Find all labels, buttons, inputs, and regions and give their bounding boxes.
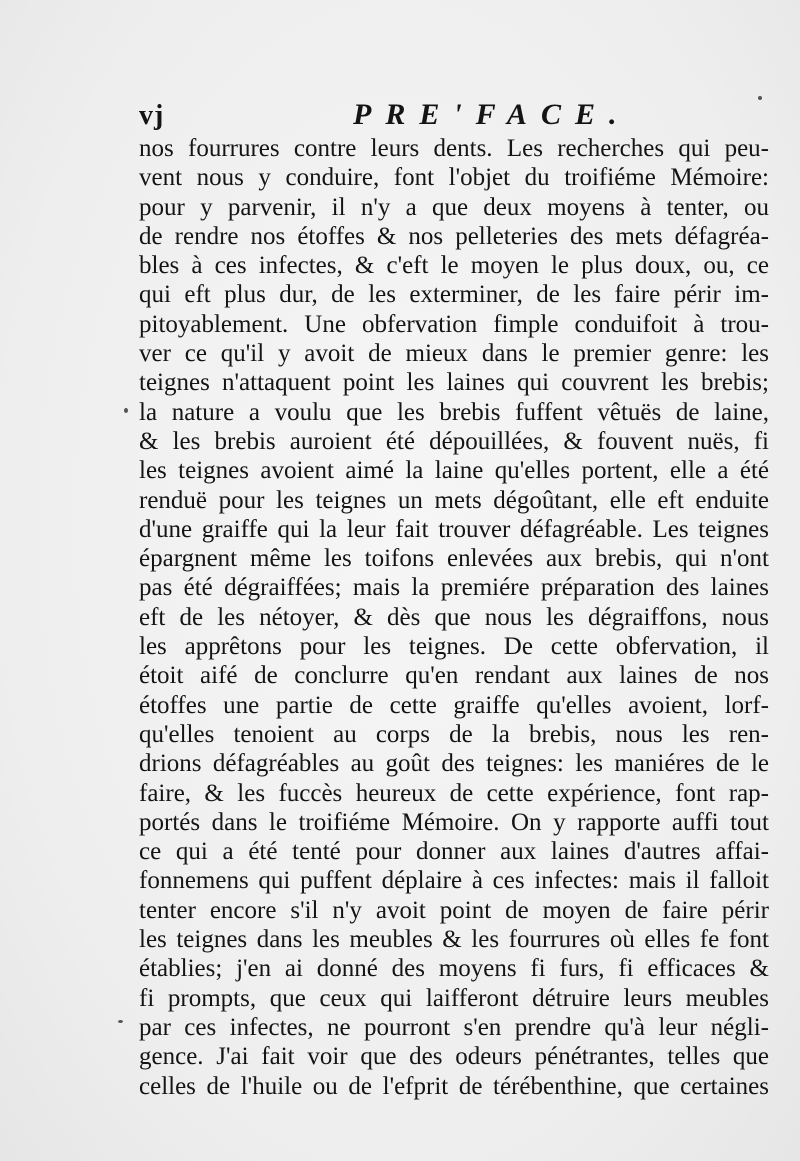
page-number: vj: [139, 100, 165, 131]
text-line: par ces infectes, ne pourront s'en prendre qu'à leur négli-: [139, 1013, 769, 1041]
text-line: étoffes une partie de cette graiffe qu'elles avoient, lorf-: [139, 691, 769, 719]
text-line: gence. J'ai fait voir que des odeurs pénétrantes, telles que: [139, 1043, 769, 1071]
body-text: [139, 134, 769, 1101]
text-line: bles à ces infectes, & c'eft le moyen le plus doux, ou, ce: [139, 252, 769, 280]
text-line: pour y parvenir, il n'y a que deux moyens à tenter, ou: [139, 193, 769, 221]
text-line: celles de l'huile ou de l'efprit de térébenthine, que certaines: [139, 1072, 769, 1100]
text-line: d'une graiffe qui la leur fait trouver défagréable. Les teignes: [139, 515, 769, 543]
text-line: teignes n'attaquent point les laines qui couvrent les brebis;: [139, 369, 769, 397]
text-line: tenter encore s'il n'y avoit point de moyen de faire périr: [139, 896, 769, 924]
text-line: les teignes avoient aimé la laine qu'elles portent, elle a été: [139, 457, 769, 485]
page-header: [139, 96, 759, 136]
ink-speck: [118, 1020, 123, 1023]
text-line: étoit aifé de conclurre qu'en rendant aux laines de nos: [139, 662, 769, 690]
text-line: fonnemens qui puffent déplaire à ces infectes: mais il falloit: [139, 867, 769, 895]
text-line: vent nous y conduire, font l'objet du troifiéme Mémoire:: [139, 164, 769, 192]
text-line: faire, & les fuccès heureux de cette expérience, font rap-: [139, 779, 769, 807]
text-line: les teignes dans les meubles & les fourrures où elles fe font: [139, 926, 769, 954]
ink-speck: [124, 408, 128, 413]
text-line: établies; j'en ai donné des moyens fi furs, fi efficaces &: [139, 955, 769, 983]
text-line: nos fourrures contre leurs dents. Les recherches qui peu-: [139, 135, 769, 162]
text-line: qui eft plus dur, de les exterminer, de les faire périr im-: [139, 281, 769, 309]
text-line: pitoyablement. Une obfervation fimple conduifoit à trou-: [139, 310, 769, 338]
text-line: eft de les nétoyer, & dès que nous les dégraiffons, nous: [139, 603, 769, 631]
text-line: fi prompts, que ceux qui laifferont détruire leurs meubles: [139, 984, 769, 1012]
text-line: portés dans le troifiéme Mémoire. On y rapporte auffi tout: [139, 808, 769, 836]
text-line: ce qui a été tenté pour donner aux laines d'autres affai-: [139, 838, 769, 866]
text-line: qu'elles tenoient au corps de la brebis, nous les ren-: [139, 720, 769, 748]
text-line: épargnent même les toifons enlevées aux brebis, qui n'ont: [139, 545, 769, 573]
text-line: renduë pour les teignes un mets dégoûtant, elle eft enduite: [139, 486, 769, 514]
text-line: la nature a voulu que les brebis fuffent vêtuës de laine,: [139, 398, 769, 426]
text-line: pas été dégraiffées; mais la premiére préparation des laines: [139, 574, 769, 602]
text-line: de rendre nos étoffes & nos pelleteries des mets défagréa-: [139, 222, 769, 250]
text-line: & les brebis auroient été dépouillées, & fouvent nuës, fi: [139, 427, 769, 455]
running-title: PRE'FACE.: [353, 98, 631, 131]
text-line: drions défagréables au goût des teignes: les maniéres de le: [139, 750, 769, 778]
text-line: les apprêtons pour les teignes. De cette obfervation, il: [139, 633, 769, 661]
ink-speck: [758, 96, 762, 100]
text-line: ver ce qu'il y avoit de mieux dans le premier genre: les: [139, 340, 769, 368]
